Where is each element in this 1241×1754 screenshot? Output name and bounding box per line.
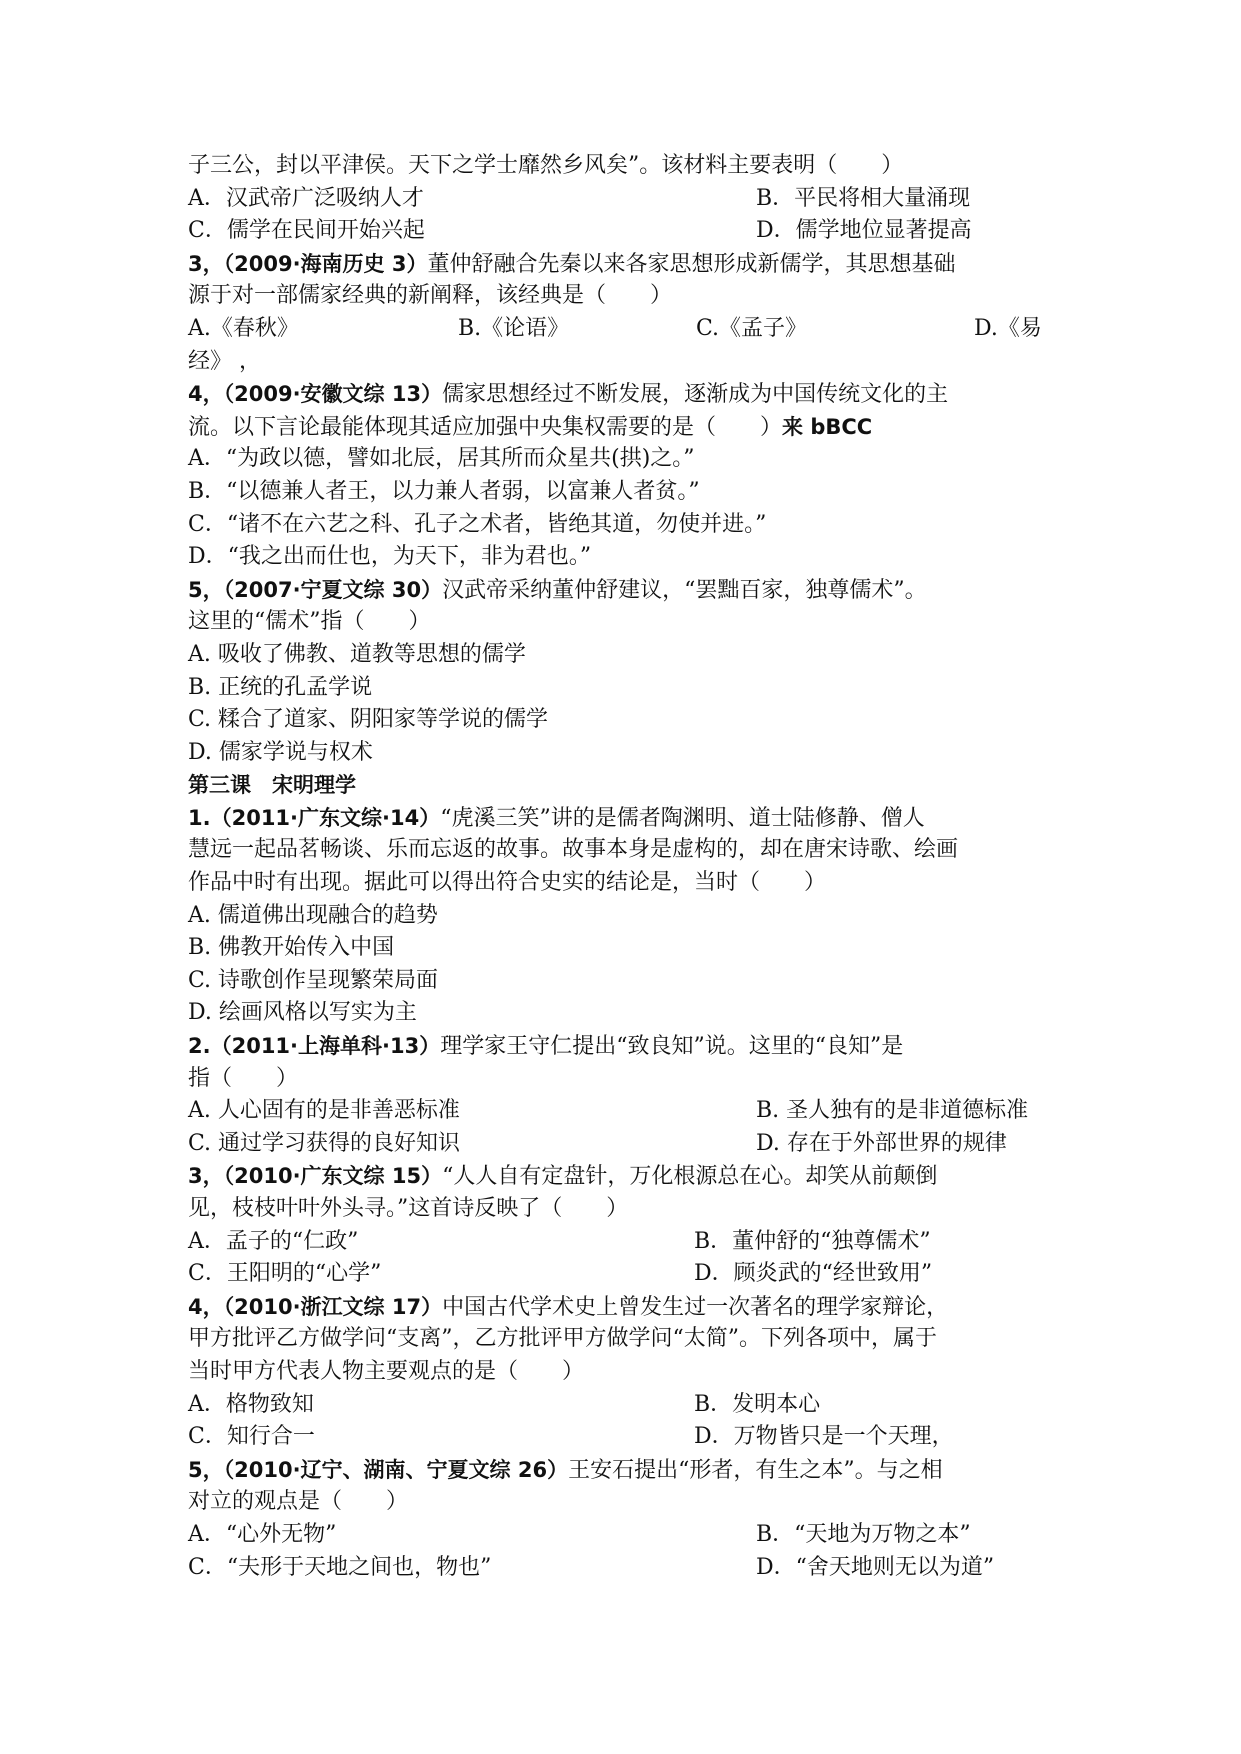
options-row bbox=[188, 1421, 1058, 1454]
option-a: A. 吸收了佛教、道教等思想的儒学 bbox=[188, 641, 526, 667]
question-text: “人人自有定盘针，万化根源总在心。却笑从前颠倒 bbox=[442, 1164, 938, 1190]
question-number: 3， bbox=[188, 1164, 224, 1189]
option-a: A. 人心固有的是非善恶标准 bbox=[188, 1098, 460, 1124]
option-d: D.《易 bbox=[974, 315, 1042, 341]
option-c: C. 通过学习获得的良好知识 bbox=[188, 1130, 461, 1156]
option-b: B.《论语》 bbox=[458, 315, 570, 341]
option-d: D．儒学地位显著提高 bbox=[756, 218, 972, 244]
question-number: 3， bbox=[188, 251, 224, 276]
question-text: 儒家思想经过不断发展，逐渐成为中国传统文化的主 bbox=[442, 382, 949, 408]
option-d-continued: 经》 ， bbox=[188, 348, 261, 374]
section-heading: 第三课 宋明理学 bbox=[188, 773, 356, 798]
option-b: B．“以德兼人者王，以力兼人者弱，以富兼人者贫。” bbox=[188, 478, 700, 504]
options-row bbox=[188, 1258, 1058, 1291]
options-row bbox=[188, 1552, 1058, 1585]
option-a: A．“为政以德，譬如北辰，居其所而众星共(拱)之。” bbox=[188, 446, 695, 472]
question-source: （2010·辽宁、湖南、宁夏文综 26） bbox=[223, 1457, 569, 1482]
option-a: A．孟子的“仁政” bbox=[188, 1228, 359, 1254]
question-number: 5， bbox=[188, 577, 224, 602]
options-row bbox=[188, 313, 1058, 346]
question-text: 董仲舒融合先秦以来各家思想形成新儒学，其思想基础 bbox=[427, 251, 956, 277]
question-source: 2.（2011·上海单科·13） bbox=[188, 1034, 441, 1059]
options-row bbox=[188, 1128, 1058, 1161]
options-row bbox=[188, 1519, 1058, 1552]
question-text: 源于对一部儒家经典的新阐释，该经典是（ ） bbox=[188, 283, 673, 309]
question-source: （2010·浙江文综 17） bbox=[223, 1294, 443, 1319]
question-stem bbox=[188, 1291, 1058, 1324]
option-d: D．“我之出而仕也，为天下，非为君也。” bbox=[188, 544, 592, 570]
question-source: （2010·广东文综 15） bbox=[223, 1164, 443, 1189]
question-text: 见，枝枝叶叶外头寻。”这首诗反映了（ ） bbox=[188, 1196, 629, 1221]
question-text: 中国古代学术史上曾发生过一次著名的理学家辩论， bbox=[442, 1294, 949, 1320]
question-text: 理学家王守仁提出“致良知”说。这里的“良知”是 bbox=[440, 1034, 904, 1060]
question-stem bbox=[188, 1454, 1058, 1487]
option-b: B. 正统的孔孟学说 bbox=[188, 674, 373, 700]
option-c: C．知行合一 bbox=[188, 1424, 315, 1450]
document-page bbox=[188, 150, 1058, 1584]
question-text: 作品中时有出现。据此可以得出符合史实的结论是，当时（ ） bbox=[188, 870, 827, 896]
question-text: 对立的观点是（ ） bbox=[188, 1489, 409, 1515]
question-number: 4， bbox=[188, 382, 224, 407]
options-row bbox=[188, 183, 1058, 216]
question-source: （2009·安徽文综 13） bbox=[223, 382, 443, 407]
question-text: 当时甲方代表人物主要观点的是（ ） bbox=[188, 1358, 585, 1384]
question-stem bbox=[188, 248, 1058, 281]
question-text: 这里的“儒术”指（ ） bbox=[188, 609, 431, 635]
options-row bbox=[188, 215, 1058, 248]
option-c: C．王阳明的“心学” bbox=[188, 1261, 382, 1287]
option-c: C.《孟子》 bbox=[696, 315, 808, 341]
question-text: “虎溪三笑”讲的是儒者陶渊明、道士陆修静、僧人 bbox=[440, 805, 925, 831]
question-text bbox=[188, 411, 1058, 444]
question-stem: 子三公，封以平津侯。天下之学士靡然乡风矣”。该材料主要表明（ ） bbox=[188, 153, 904, 178]
option-d: D. 儒家学说与权术 bbox=[188, 739, 373, 765]
option-d: D. 绘画风格以写实为主 bbox=[188, 1000, 417, 1026]
option-a: A．“心外无物” bbox=[188, 1521, 337, 1547]
option-d: D．“舍天地则无以为道” bbox=[756, 1554, 995, 1580]
option-a: A. 儒道佛出现融合的趋势 bbox=[188, 902, 438, 928]
question-stem bbox=[188, 574, 1058, 607]
option-c: C．“诸不在六艺之科、孔子之术者，皆绝其道，勿使并进。” bbox=[188, 511, 767, 537]
option-d: D．万物皆只是一个天理， bbox=[694, 1424, 954, 1450]
option-d: D．顾炎武的“经世致用” bbox=[694, 1261, 933, 1287]
question-text: 王安石提出“形者，有生之本”。与之相 bbox=[568, 1457, 943, 1483]
option-b: B. 佛教开始传入中国 bbox=[188, 935, 395, 961]
option-b: B. 圣人独有的是非道德标准 bbox=[756, 1098, 1029, 1124]
question-number: 5， bbox=[188, 1457, 224, 1482]
option-b: B．“天地为万物之本” bbox=[756, 1521, 971, 1547]
question-text: 流。以下言论最能体现其适应加强中央集权需要的是（ ） bbox=[188, 414, 783, 440]
question-text: 汉武帝采纳董仲舒建议，“罢黜百家，独尊儒术”。 bbox=[442, 577, 927, 603]
question-text: 甲方批评乙方做学问“支离”，乙方批评甲方做学问“太简”。下列各项中，属于 bbox=[188, 1326, 937, 1352]
option-b: B．董仲舒的“独尊儒术” bbox=[694, 1228, 931, 1254]
question-stem bbox=[188, 1030, 1058, 1063]
options-row bbox=[188, 1226, 1058, 1259]
stray-text: 来 bBCC bbox=[782, 414, 873, 439]
option-c: C. 糅合了道家、阴阳家等学说的儒学 bbox=[188, 707, 549, 733]
question-stem bbox=[188, 378, 1058, 411]
option-c: C．儒学在民间开始兴起 bbox=[188, 218, 425, 244]
question-source: （2007·宁夏文综 30） bbox=[223, 577, 443, 602]
options-row bbox=[188, 1389, 1058, 1422]
question-source: 1.（2011·广东文综·14） bbox=[188, 805, 441, 830]
option-a: A.《春秋》 bbox=[188, 315, 299, 341]
question-stem bbox=[188, 1160, 1058, 1193]
question-stem bbox=[188, 802, 1058, 835]
question-number: 4， bbox=[188, 1294, 224, 1319]
options-row bbox=[188, 1095, 1058, 1128]
option-a: A．汉武帝广泛吸纳人才 bbox=[188, 185, 424, 211]
option-b: B．平民将相大量涌现 bbox=[756, 185, 971, 211]
question-source: （2009·海南历史 3） bbox=[223, 251, 428, 276]
option-c: C．“夫形于天地之间也，物也” bbox=[188, 1554, 492, 1580]
option-a: A．格物致知 bbox=[188, 1391, 314, 1417]
question-text: 慧远一起品茗畅谈、乐而忘返的故事。故事本身是虚构的，却在唐宋诗歌、绘画 bbox=[188, 837, 959, 863]
option-d: D. 存在于外部世界的规律 bbox=[756, 1130, 1007, 1156]
option-c: C. 诗歌创作呈现繁荣局面 bbox=[188, 967, 439, 993]
option-b: B．发明本心 bbox=[694, 1391, 821, 1417]
question-text: 指（ ） bbox=[188, 1065, 299, 1091]
